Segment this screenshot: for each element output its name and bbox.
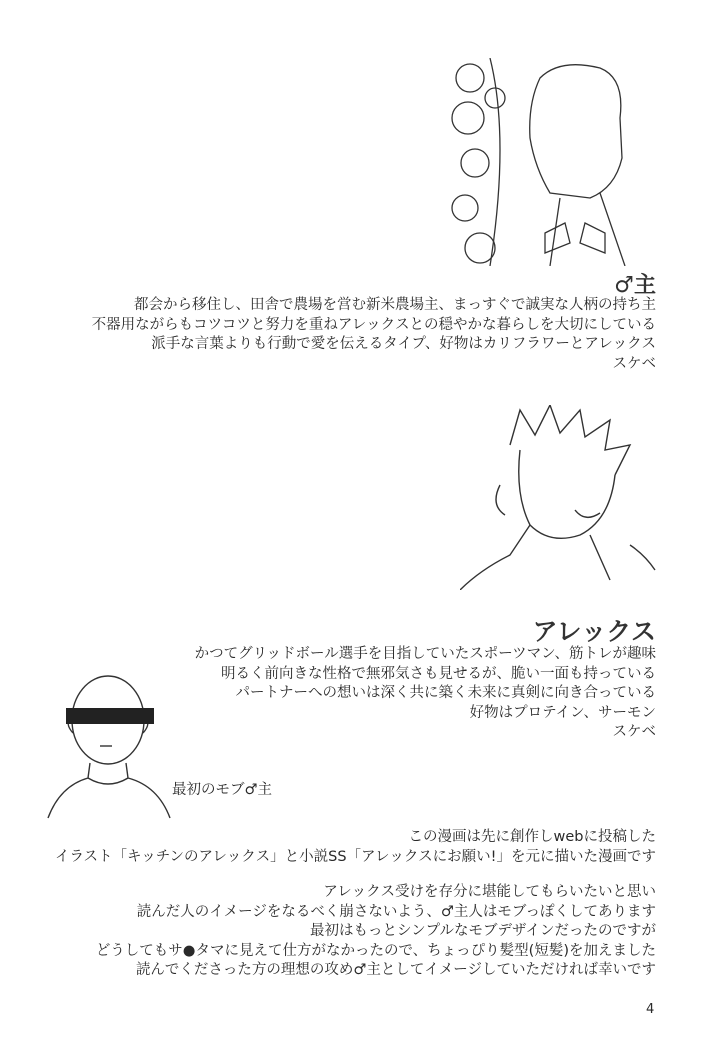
note-line: イラスト「キッチンのアレックス」と小説SS「アレックスにお願い!」を元に描いた漫画です xyxy=(54,848,656,865)
mob-caption: 最初のモブ♂主 xyxy=(172,782,272,798)
mob-illustration xyxy=(40,668,175,823)
description-line: 派手な言葉よりも行動で愛を伝えるタイプ、好物はカリフラワーとアレックス xyxy=(151,336,656,352)
character2-description xyxy=(195,645,656,743)
alex-illustration xyxy=(460,405,660,590)
notes-paragraph-2 xyxy=(96,883,656,981)
description-line: パートナーへの想いは深く共に築く未来に真剣に向き合っている xyxy=(235,685,656,701)
description-line: かつてグリッドボール選手を目指していたスポーツマン、筋トレが趣味 xyxy=(194,646,656,662)
character1-name: ♂主 xyxy=(614,273,656,298)
note-line: 読んでくださった方の理想の攻め♂主としてイメージしていただければ幸いです xyxy=(135,962,656,978)
description-line: 明るく前向きな性格で無邪気さも見せるが、脆い一面も持っている xyxy=(221,665,656,682)
note-line: アレックス受けを存分に堪能してもらいたいと思い xyxy=(323,884,656,900)
note-line: 読んだ人のイメージをなるべく崩さないよう、♂主人はモブっぽくしてあります xyxy=(136,903,656,920)
note-line: 最初はもっとシンプルなモブデザインだったのですが xyxy=(309,923,656,939)
description-line: 不器用ながらもコツコツと努力を重ねアレックスとの穏やかな暮らしを大切にしている xyxy=(91,316,656,333)
description-line: 好物はプロテイン、サーモン xyxy=(469,704,656,721)
character2-name: アレックス xyxy=(532,617,656,646)
description-line: 都会から移住し、田舎で農場を営む新米農場主、まっすぐで誠実な人柄の持ち主 xyxy=(134,297,656,313)
character1-description xyxy=(92,296,656,374)
description-line: スケベ xyxy=(612,355,656,372)
farmer-illustration xyxy=(450,58,662,266)
page-number: 4 xyxy=(646,1002,655,1017)
note-line: どうしてもサ●タマに見えて仕方がなかったので、ちょっぴり髪型(短髪)を加えました xyxy=(95,942,656,959)
note-line: この漫画は先に創作しwebに投稿した xyxy=(408,829,656,845)
description-line: スケベ xyxy=(612,724,656,740)
notes-paragraph-1 xyxy=(55,828,656,867)
